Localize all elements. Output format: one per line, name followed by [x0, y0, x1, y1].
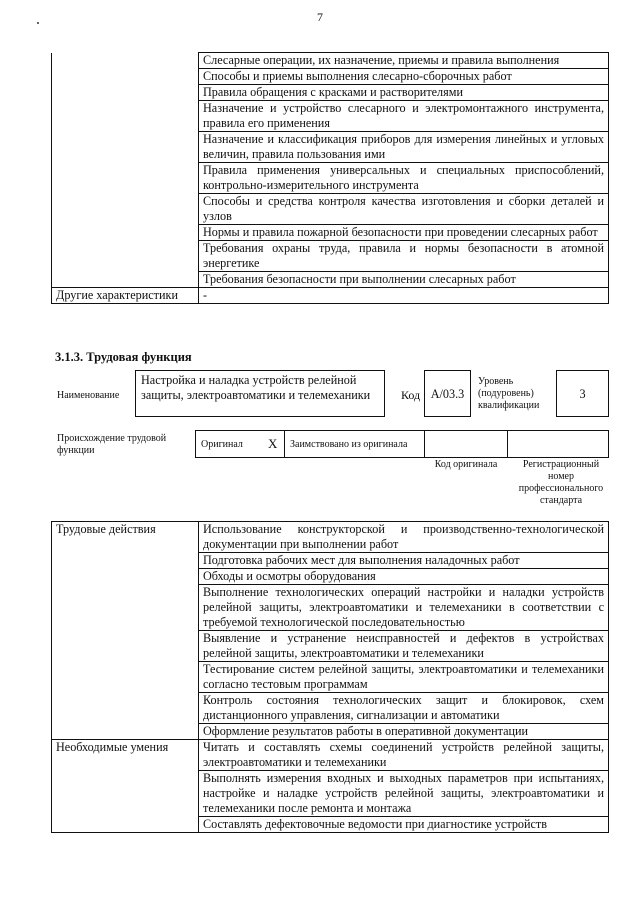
knowledge-table: [51, 52, 609, 304]
row-text: Назначение и классификация приборов для измерения линейных и угловых величин, правила пользования ими: [199, 132, 609, 163]
row-text: Нормы и правила пожарной безопасности при проведении слесарных работ: [199, 225, 609, 241]
row-label: [52, 101, 199, 132]
row-text: Назначение и устройство слесарного и электромонтажного инструмента, правила его применения: [199, 101, 609, 132]
labor-actions-table: [51, 521, 609, 833]
row-text: Правила обращения с красками и растворителями: [199, 85, 609, 101]
row-text: Требования охраны труда, правила и нормы безопасности в атомной энергетике: [199, 241, 609, 272]
page-number: 7: [317, 10, 323, 24]
row-label: [52, 194, 199, 225]
actions-item: Тестирование систем релейной защиты, электроавтоматики и телемеханики согласно тестовым программам: [199, 662, 609, 693]
table-row: [52, 288, 609, 304]
row-text: Способы и средства контроля качества изготовления и сборки деталей и узлов: [199, 194, 609, 225]
table-row: [52, 132, 609, 163]
code-original-cell: [424, 430, 508, 458]
level-box: [556, 370, 609, 417]
table-row: [52, 163, 609, 194]
row-label: [52, 241, 199, 272]
section-title: 3.1.3. Трудовая функция: [55, 350, 192, 364]
row-label: [52, 132, 199, 163]
table-row: [52, 53, 609, 69]
row-label: [52, 69, 199, 85]
original-cell: [195, 430, 285, 458]
actions-item: Использование конструкторской и производственно-технологической документации при выполнении работ: [199, 522, 609, 553]
actions-item: Оформление результатов работы в оперативной документации: [199, 724, 609, 740]
reg-number-cell: [507, 430, 609, 458]
row-label: [52, 163, 199, 194]
code-value: А/03.3: [430, 387, 465, 401]
table-row: [52, 69, 609, 85]
table-row: [52, 522, 609, 553]
row-text: Требования безопасности при выполнении слесарных работ: [199, 272, 609, 288]
level-label: Уровень (подуровень) квалификации: [478, 376, 540, 411]
original-mark: X: [268, 436, 278, 451]
table-row: [52, 194, 609, 225]
row-label: Другие характеристики: [52, 288, 199, 304]
row-label: [52, 225, 199, 241]
row-text: -: [199, 288, 609, 304]
row-label: [52, 53, 199, 69]
table-row: [52, 225, 609, 241]
level-value: 3: [579, 387, 586, 401]
row-label: [52, 272, 199, 288]
skills-item: Читать и составлять схемы соединений устройств релейной защиты, электроавтоматики и телемеханики: [199, 740, 609, 771]
skills-item: Составлять дефектовочные ведомости при диагностике устройств: [199, 817, 609, 833]
scan-speck: [37, 22, 39, 24]
code-original-label: Код оригинала: [434, 459, 498, 470]
borrowed-label: Заимствовано из оригинала: [290, 439, 408, 450]
actions-item: Выполнение технологических операций настройки и наладки устройств релейной защиты, электроавтоматики и телемеханики в соответствии с требуемой технологической последовательностью: [199, 585, 609, 631]
function-name-box: [135, 370, 385, 417]
table-row: [52, 241, 609, 272]
actions-item: Контроль состояния технологических защит и блокировок, схем дистанционного управления, сигнализации и автоматики: [199, 693, 609, 724]
actions-item: Обходы и осмотры оборудования: [199, 569, 609, 585]
function-name-value: Настройка и наладка устройств релейной защиты, электроавтоматики и телемеханики: [141, 373, 371, 402]
original-label: Оригинал: [201, 439, 243, 450]
table-row: [52, 85, 609, 101]
row-label: [52, 85, 199, 101]
actions-label: Трудовые действия: [52, 522, 199, 740]
table-row: [52, 272, 609, 288]
table-row: [52, 101, 609, 132]
reg-number-label: Регистрационный номер профессионального стандарта: [518, 459, 604, 506]
code-label: Код: [401, 388, 421, 402]
skills-item: Выполнять измерения входных и выходных параметров при испытаниях, настройке и наладке устройств релейной защиты, электроавтоматики и телемеханики после ремонта и монтажа: [199, 771, 609, 817]
code-box: [424, 370, 471, 417]
row-text: Слесарные операции, их назначение, приемы и правила выполнения: [199, 53, 609, 69]
borrowed-cell: [284, 430, 425, 458]
row-text: Способы и приемы выполнения слесарно-сборочных работ: [199, 69, 609, 85]
actions-item: Выявление и устранение неисправностей и дефектов в устройствах релейной защиты, электроавтоматики и телемеханики: [199, 631, 609, 662]
origin-label: Происхождение трудовой функции: [57, 433, 167, 456]
name-label: Наименование: [57, 390, 120, 401]
actions-item: Подготовка рабочих мест для выполнения наладочных работ: [199, 553, 609, 569]
table-row: [52, 740, 609, 771]
row-text: Правила применения универсальных и специальных приспособлений, контрольно-измерительного инструмента: [199, 163, 609, 194]
skills-label: Необходимые умения: [52, 740, 199, 833]
